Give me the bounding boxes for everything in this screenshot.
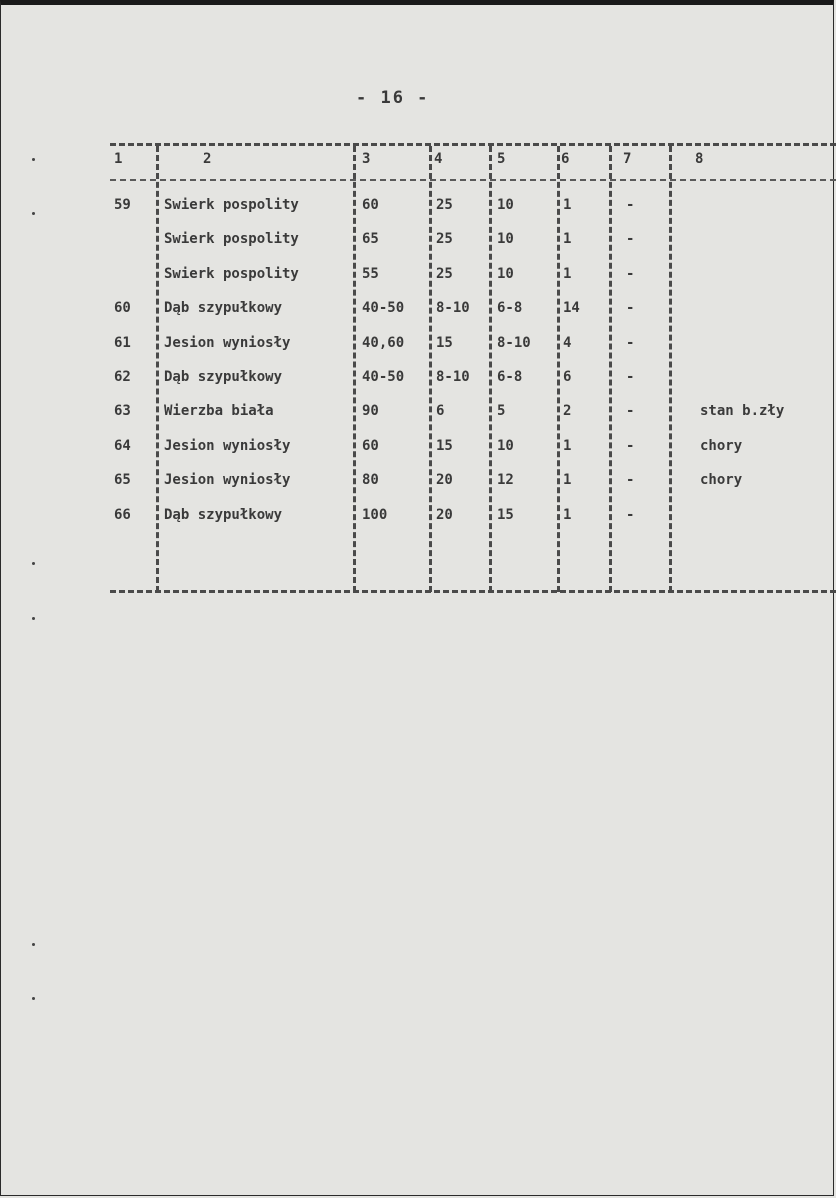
remarks-cell: chory [700, 472, 743, 488]
header-rule [110, 179, 836, 181]
column-6-cell: 1 [563, 507, 572, 523]
column-5-cell: 10 [497, 438, 514, 454]
column-6-cell: 14 [563, 300, 580, 316]
column-5-cell: 15 [497, 507, 514, 523]
column-3-cell: 40,60 [362, 335, 405, 351]
column-4-cell: 8-10 [436, 369, 470, 385]
column-header: 6 [561, 151, 570, 167]
column-divider [669, 146, 672, 592]
margin-dot [32, 943, 35, 946]
column-divider [557, 146, 560, 592]
column-7-cell: - [626, 369, 635, 385]
margin-dot [32, 212, 35, 215]
column-divider [353, 146, 356, 592]
species-cell: Jesion wyniosły [164, 335, 291, 351]
column-7-cell: - [626, 335, 635, 351]
column-3-cell: 80 [362, 472, 379, 488]
tree-number-cell: 61 [114, 335, 131, 351]
column-6-cell: 1 [563, 266, 572, 282]
margin-dot [32, 562, 35, 565]
column-4-cell: 15 [436, 335, 453, 351]
column-divider [429, 146, 432, 592]
column-divider [609, 146, 612, 592]
column-4-cell: 20 [436, 507, 453, 523]
species-cell: Dąb szypułkowy [164, 369, 283, 385]
species-cell: Jesion wyniosły [164, 472, 291, 488]
tree-number-cell: 66 [114, 507, 131, 523]
column-3-cell: 65 [362, 231, 379, 247]
column-6-cell: 4 [563, 335, 572, 351]
table-top-rule [110, 143, 836, 146]
margin-dot [32, 997, 35, 1000]
column-6-cell: 1 [563, 197, 572, 213]
column-header: 2 [203, 151, 212, 167]
column-6-cell: 1 [563, 231, 572, 247]
column-6-cell: 1 [563, 438, 572, 454]
column-7-cell: - [626, 197, 635, 213]
page-number: - 16 - [356, 88, 430, 108]
column-7-cell: - [626, 231, 635, 247]
column-3-cell: 100 [362, 507, 388, 523]
species-cell: Dąb szypułkowy [164, 507, 283, 523]
column-6-cell: 1 [563, 472, 572, 488]
margin-dot [32, 158, 35, 161]
species-cell: Dąb szypułkowy [164, 300, 283, 316]
column-3-cell: 40-50 [362, 300, 405, 316]
column-7-cell: - [626, 507, 635, 523]
column-7-cell: - [626, 403, 635, 419]
column-header: 8 [695, 151, 704, 167]
column-5-cell: 8-10 [497, 335, 531, 351]
tree-number-cell: 64 [114, 438, 131, 454]
tree-number-cell: 63 [114, 403, 131, 419]
column-5-cell: 12 [497, 472, 514, 488]
tree-number-cell: 62 [114, 369, 131, 385]
column-4-cell: 25 [436, 231, 453, 247]
column-7-cell: - [626, 472, 635, 488]
column-7-cell: - [626, 300, 635, 316]
column-header: 7 [623, 151, 632, 167]
species-cell: Wierzba biała [164, 403, 274, 419]
column-5-cell: 10 [497, 197, 514, 213]
column-3-cell: 40-50 [362, 369, 405, 385]
column-3-cell: 55 [362, 266, 379, 282]
column-7-cell: - [626, 438, 635, 454]
column-5-cell: 10 [497, 231, 514, 247]
remarks-cell: stan b.zły [700, 403, 785, 419]
column-5-cell: 10 [497, 266, 514, 282]
margin-dot [32, 617, 35, 620]
species-cell: Swierk pospolity [164, 231, 299, 247]
tree-number-cell: 65 [114, 472, 131, 488]
column-6-cell: 6 [563, 369, 572, 385]
column-header: 3 [362, 151, 371, 167]
column-6-cell: 2 [563, 403, 572, 419]
column-4-cell: 15 [436, 438, 453, 454]
species-cell: Swierk pospolity [164, 266, 299, 282]
column-5-cell: 6-8 [497, 369, 523, 385]
column-7-cell: - [626, 266, 635, 282]
column-3-cell: 60 [362, 197, 379, 213]
column-header: 5 [497, 151, 506, 167]
column-4-cell: 25 [436, 266, 453, 282]
species-cell: Swierk pospolity [164, 197, 299, 213]
column-4-cell: 6 [436, 403, 445, 419]
tree-number-cell: 59 [114, 197, 131, 213]
column-5-cell: 6-8 [497, 300, 523, 316]
column-3-cell: 60 [362, 438, 379, 454]
tree-number-cell: 60 [114, 300, 131, 316]
table-bottom-rule [110, 590, 836, 593]
column-5-cell: 5 [497, 403, 506, 419]
column-3-cell: 90 [362, 403, 379, 419]
column-4-cell: 8-10 [436, 300, 470, 316]
column-divider [489, 146, 492, 592]
remarks-cell: chory [700, 438, 743, 454]
column-header: 1 [114, 151, 123, 167]
column-4-cell: 20 [436, 472, 453, 488]
column-header: 4 [434, 151, 443, 167]
column-4-cell: 25 [436, 197, 453, 213]
column-divider [156, 146, 159, 592]
species-cell: Jesion wyniosły [164, 438, 291, 454]
